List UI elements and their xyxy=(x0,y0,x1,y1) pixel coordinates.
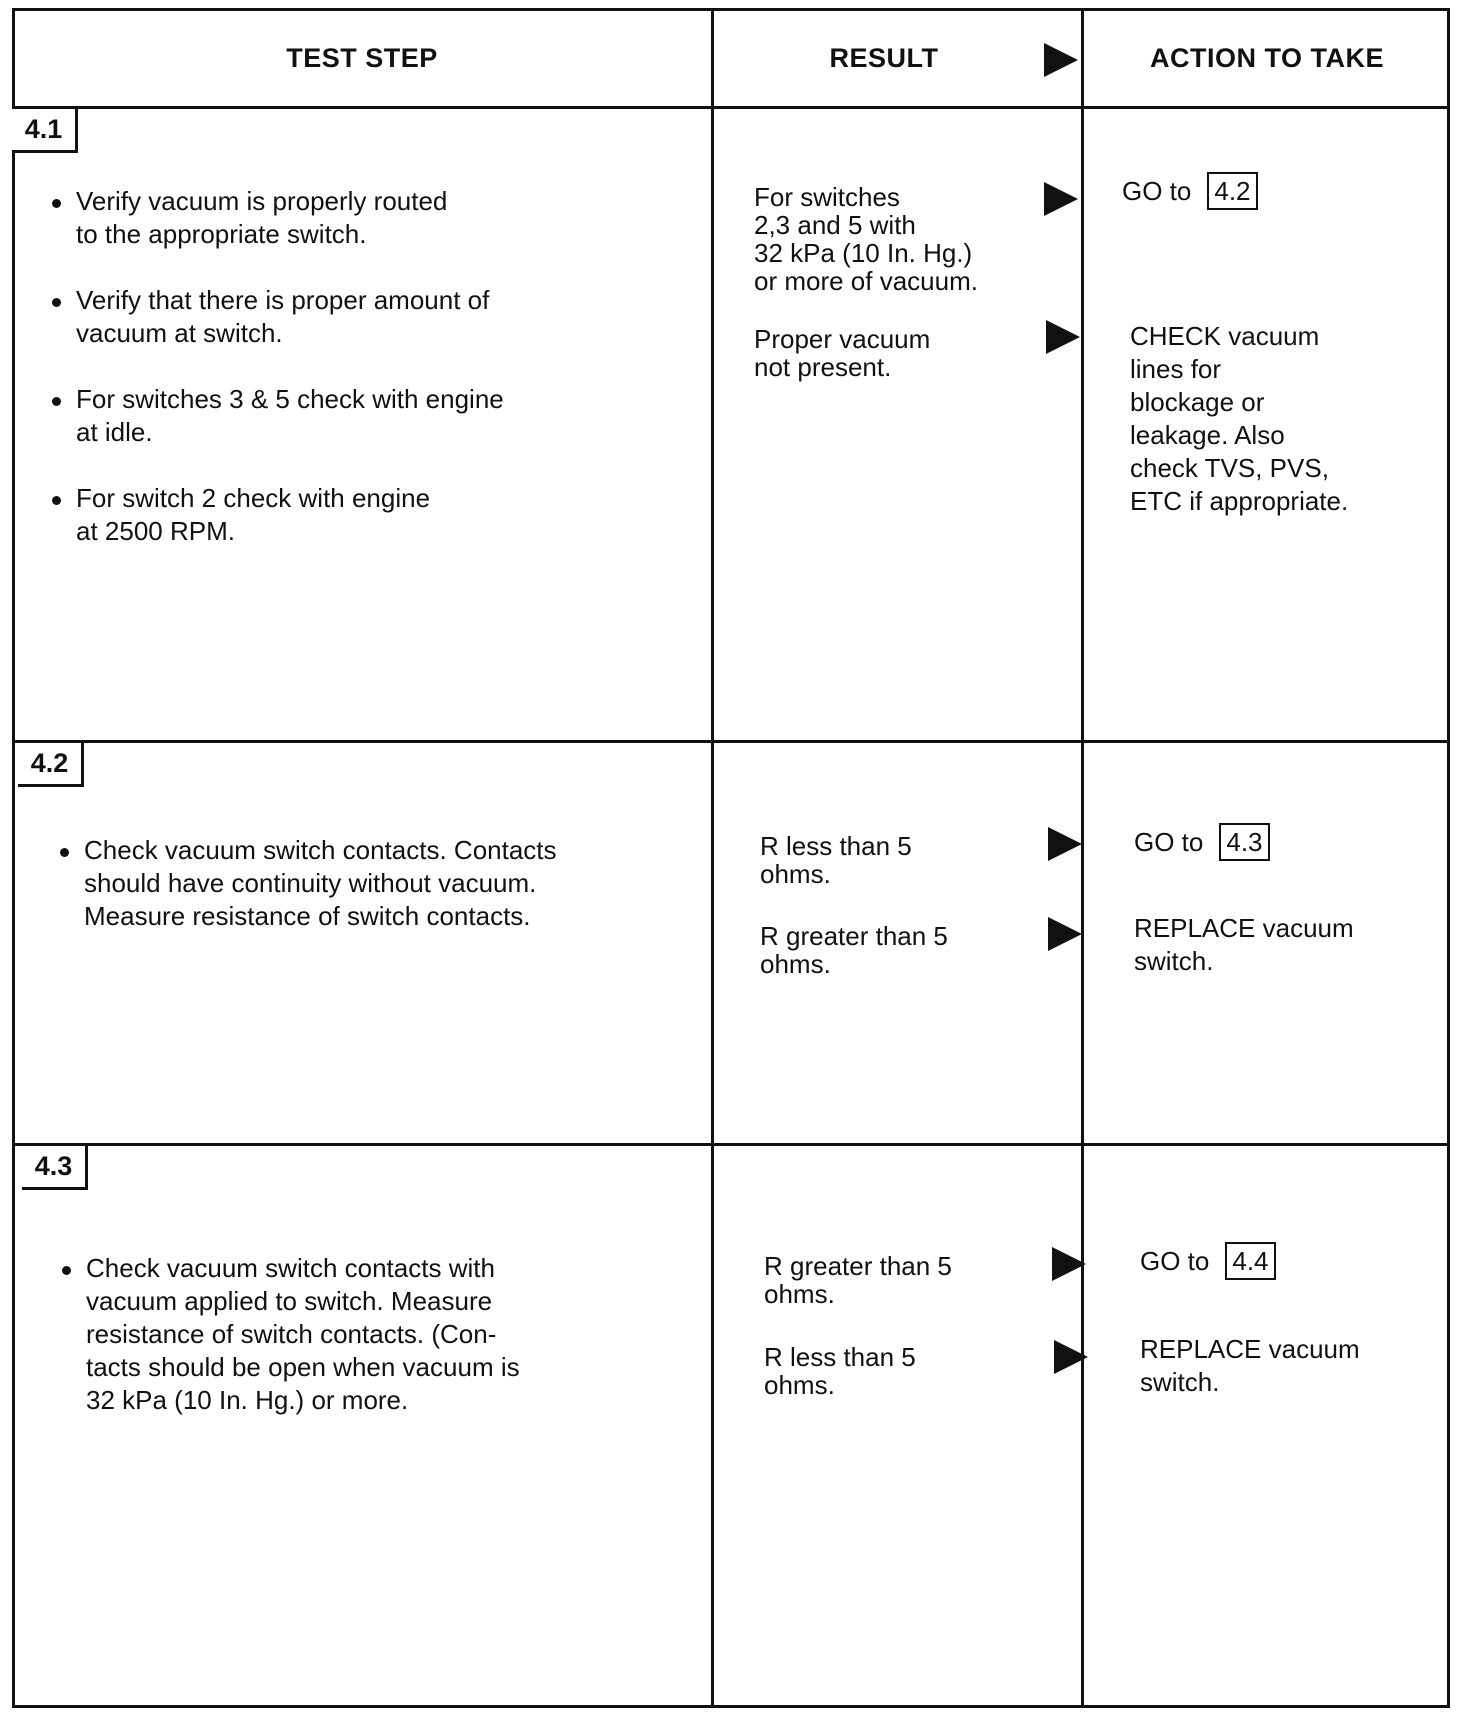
instruction-item: Check vacuum switch contacts with vacuum applied to switch. Measure resistance of switch contacts. (Con- tacts should be open when vacuum is 32 kPa (10 In. Hg.) or more. xyxy=(58,1252,698,1417)
row-divider xyxy=(12,1143,1450,1146)
step-reference-link[interactable]: 4.4 xyxy=(1225,1242,1275,1280)
instruction-item: For switch 2 check with engine at 2500 RPM. xyxy=(48,482,688,548)
step-reference-link[interactable]: 4.3 xyxy=(1219,823,1269,861)
column-divider xyxy=(711,8,714,1708)
instruction-item: Check vacuum switch contacts. Contacts should have continuity without vacuum. Measure resistance of switch contacts. xyxy=(56,834,696,933)
arrow-icon xyxy=(1048,827,1082,861)
result-text: Proper vacuum not present. xyxy=(754,324,931,382)
header-test-step: TEST STEP xyxy=(286,42,438,73)
instruction-item: Verify vacuum is properly routed to the appropriate switch. xyxy=(48,185,688,251)
step-number: 4.1 xyxy=(12,109,78,153)
goto-label: GO to xyxy=(1134,826,1204,857)
row-divider xyxy=(12,740,1450,743)
goto-label: GO to xyxy=(1140,1245,1210,1276)
step-instructions xyxy=(58,1252,698,1450)
step-instructions xyxy=(48,185,688,581)
goto-action xyxy=(1140,1242,1276,1280)
arrow-icon xyxy=(1044,43,1078,77)
result-text: For switches 2,3 and 5 with 32 kPa (10 In. Hg.) or more of vacuum. xyxy=(754,182,978,296)
arrow-icon xyxy=(1046,320,1080,354)
instruction-item: Verify that there is proper amount of vacuum at switch. xyxy=(48,284,688,350)
header-result: RESULT xyxy=(829,42,939,73)
goto-action xyxy=(1134,823,1270,861)
arrow-icon xyxy=(1048,917,1082,951)
goto-action xyxy=(1122,172,1258,210)
step-number: 4.2 xyxy=(18,743,84,787)
result-text: R greater than 5 ohms. xyxy=(760,921,948,979)
arrow-icon xyxy=(1044,182,1078,216)
action-text: REPLACE vacuum switch. xyxy=(1134,913,1354,976)
arrow-icon xyxy=(1052,1247,1086,1281)
result-text: R greater than 5 ohms. xyxy=(764,1251,952,1309)
result-text: R less than 5 ohms. xyxy=(764,1342,916,1400)
action-text: CHECK vacuum lines for blockage or leakage. Also check TVS, PVS, ETC if appropriate. xyxy=(1130,321,1349,516)
result-text: R less than 5 ohms. xyxy=(760,831,912,889)
header-action: ACTION TO TAKE xyxy=(1150,42,1384,73)
arrow-icon xyxy=(1054,1340,1088,1374)
step-number: 4.3 xyxy=(22,1146,88,1190)
step-instructions xyxy=(56,834,696,966)
step-reference-link[interactable]: 4.2 xyxy=(1207,172,1257,210)
action-text: REPLACE vacuum switch. xyxy=(1140,1334,1360,1397)
instruction-item: For switches 3 & 5 check with engine at idle. xyxy=(48,383,688,449)
goto-label: GO to xyxy=(1122,175,1192,206)
